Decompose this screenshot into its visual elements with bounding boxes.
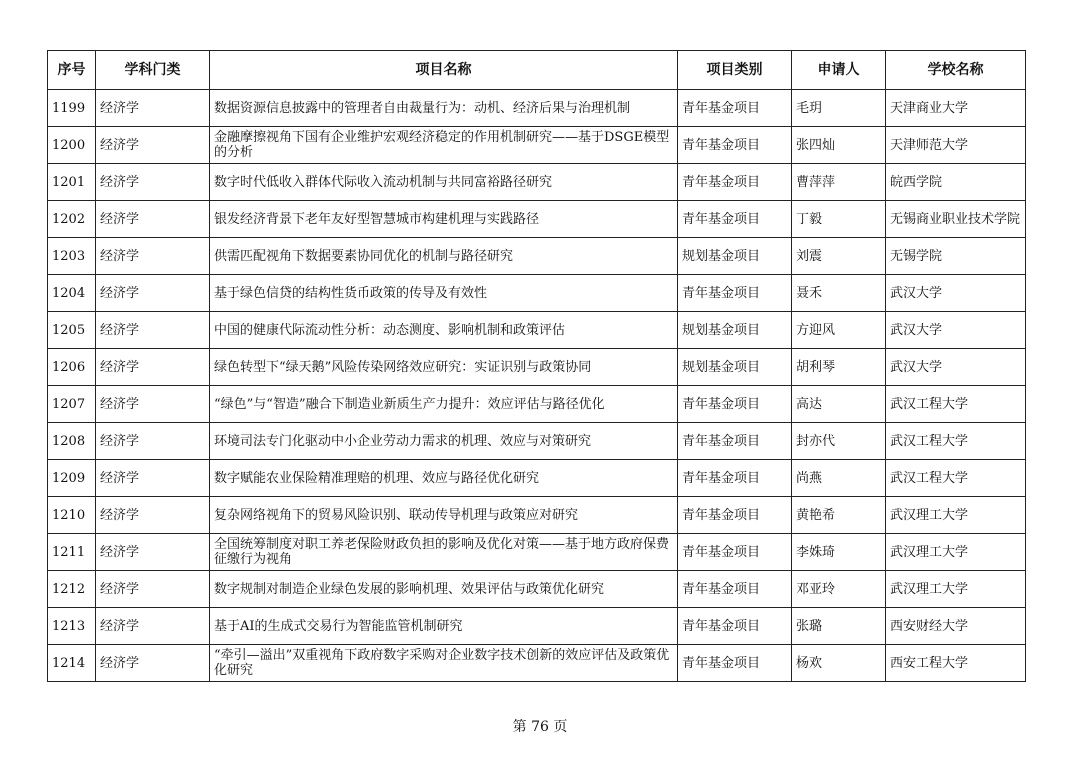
cell-discipline: 经济学 [96, 164, 210, 201]
cell-index: 1204 [48, 275, 96, 312]
cell-project-category: 青年基金项目 [678, 460, 792, 497]
cell-school: 皖西学院 [886, 164, 1026, 201]
cell-index: 1205 [48, 312, 96, 349]
header-row [48, 51, 1026, 90]
cell-project-category: 青年基金项目 [678, 201, 792, 238]
cell-school: 武汉大学 [886, 349, 1026, 386]
cell-project-name: “牵引—溢出”双重视角下政府数字采购对企业数字技术创新的效应评估及政策优化研究 [210, 645, 678, 682]
cell-project-category: 青年基金项目 [678, 90, 792, 127]
project-table [47, 50, 1026, 682]
cell-applicant: 高达 [792, 386, 886, 423]
cell-index: 1203 [48, 238, 96, 275]
cell-project-name: 基于绿色信贷的结构性货币政策的传导及有效性 [210, 275, 678, 312]
cell-discipline: 经济学 [96, 423, 210, 460]
cell-discipline: 经济学 [96, 497, 210, 534]
cell-applicant: 封亦代 [792, 423, 886, 460]
table-row [48, 460, 1026, 497]
cell-project-name: 数字赋能农业保险精准理赔的机理、效应与路径优化研究 [210, 460, 678, 497]
cell-project-category: 规划基金项目 [678, 238, 792, 275]
cell-index: 1209 [48, 460, 96, 497]
table-row [48, 386, 1026, 423]
cell-index: 1206 [48, 349, 96, 386]
cell-school: 天津师范大学 [886, 127, 1026, 164]
cell-index: 1208 [48, 423, 96, 460]
cell-applicant: 黄艳希 [792, 497, 886, 534]
cell-project-name: 数字时代低收入群体代际收入流动机制与共同富裕路径研究 [210, 164, 678, 201]
cell-index: 1202 [48, 201, 96, 238]
cell-project-category: 青年基金项目 [678, 423, 792, 460]
cell-discipline: 经济学 [96, 201, 210, 238]
cell-project-name: 数据资源信息披露中的管理者自由裁量行为：动机、经济后果与治理机制 [210, 90, 678, 127]
cell-school: 无锡学院 [886, 238, 1026, 275]
cell-discipline: 经济学 [96, 571, 210, 608]
cell-applicant: 李姝琦 [792, 534, 886, 571]
table-row [48, 645, 1026, 682]
cell-school: 武汉工程大学 [886, 423, 1026, 460]
page-number: 第 76 页 [512, 719, 568, 735]
table-row [48, 312, 1026, 349]
cell-index: 1201 [48, 164, 96, 201]
table-row [48, 164, 1026, 201]
cell-school: 西安工程大学 [886, 645, 1026, 682]
header-cell-project-name: 项目名称 [210, 51, 678, 90]
table-row [48, 275, 1026, 312]
cell-discipline: 经济学 [96, 608, 210, 645]
cell-discipline: 经济学 [96, 275, 210, 312]
cell-project-category: 规划基金项目 [678, 312, 792, 349]
cell-index: 1207 [48, 386, 96, 423]
cell-index: 1214 [48, 645, 96, 682]
cell-applicant: 邓亚玲 [792, 571, 886, 608]
header-cell-school: 学校名称 [886, 51, 1026, 90]
cell-project-category: 青年基金项目 [678, 127, 792, 164]
cell-project-category: 青年基金项目 [678, 164, 792, 201]
cell-applicant: 杨欢 [792, 645, 886, 682]
cell-school: 武汉理工大学 [886, 571, 1026, 608]
cell-applicant: 方迎风 [792, 312, 886, 349]
cell-project-name: 基于AI的生成式交易行为智能监管机制研究 [210, 608, 678, 645]
cell-project-category: 规划基金项目 [678, 349, 792, 386]
cell-index: 1213 [48, 608, 96, 645]
cell-discipline: 经济学 [96, 127, 210, 164]
table-row [48, 127, 1026, 164]
cell-project-name: 供需匹配视角下数据要素协同优化的机制与路径研究 [210, 238, 678, 275]
header-cell-discipline: 学科门类 [96, 51, 210, 90]
table-row [48, 497, 1026, 534]
cell-applicant: 张四灿 [792, 127, 886, 164]
cell-project-category: 青年基金项目 [678, 571, 792, 608]
table-body [48, 90, 1026, 682]
cell-discipline: 经济学 [96, 349, 210, 386]
cell-project-name: 中国的健康代际流动性分析：动态测度、影响机制和政策评估 [210, 312, 678, 349]
cell-project-name: 银发经济背景下老年友好型智慧城市构建机理与实践路径 [210, 201, 678, 238]
table-row [48, 423, 1026, 460]
table-row [48, 608, 1026, 645]
cell-project-category: 青年基金项目 [678, 534, 792, 571]
cell-index: 1210 [48, 497, 96, 534]
cell-index: 1211 [48, 534, 96, 571]
cell-school: 天津商业大学 [886, 90, 1026, 127]
cell-school: 西安财经大学 [886, 608, 1026, 645]
cell-discipline: 经济学 [96, 90, 210, 127]
cell-school: 武汉大学 [886, 312, 1026, 349]
cell-project-name: 复杂网络视角下的贸易风险识别、联动传导机理与政策应对研究 [210, 497, 678, 534]
cell-school: 武汉理工大学 [886, 534, 1026, 571]
cell-applicant: 聂禾 [792, 275, 886, 312]
cell-discipline: 经济学 [96, 460, 210, 497]
cell-school: 武汉工程大学 [886, 386, 1026, 423]
cell-project-name: 数字规制对制造企业绿色发展的影响机理、效果评估与政策优化研究 [210, 571, 678, 608]
cell-discipline: 经济学 [96, 645, 210, 682]
header-cell-applicant: 申请人 [792, 51, 886, 90]
cell-school: 武汉大学 [886, 275, 1026, 312]
table-row [48, 534, 1026, 571]
cell-discipline: 经济学 [96, 386, 210, 423]
cell-applicant: 曹萍萍 [792, 164, 886, 201]
cell-project-category: 青年基金项目 [678, 645, 792, 682]
cell-project-category: 青年基金项目 [678, 608, 792, 645]
table-row [48, 571, 1026, 608]
table-row [48, 238, 1026, 275]
table-header [48, 51, 1026, 90]
cell-index: 1199 [48, 90, 96, 127]
cell-project-category: 青年基金项目 [678, 275, 792, 312]
cell-project-name: “绿色”与“智造”融合下制造业新质生产力提升：效应评估与路径优化 [210, 386, 678, 423]
cell-project-name: 环境司法专门化驱动中小企业劳动力需求的机理、效应与对策研究 [210, 423, 678, 460]
table-row [48, 349, 1026, 386]
cell-discipline: 经济学 [96, 238, 210, 275]
cell-applicant: 丁毅 [792, 201, 886, 238]
cell-discipline: 经济学 [96, 534, 210, 571]
cell-index: 1200 [48, 127, 96, 164]
cell-index: 1212 [48, 571, 96, 608]
cell-applicant: 尚燕 [792, 460, 886, 497]
header-cell-project-category: 项目类别 [678, 51, 792, 90]
cell-applicant: 张璐 [792, 608, 886, 645]
table-row [48, 201, 1026, 238]
cell-applicant: 胡利琴 [792, 349, 886, 386]
cell-project-name: 金融摩擦视角下国有企业维护宏观经济稳定的作用机制研究——基于DSGE模型的分析 [210, 127, 678, 164]
header-cell-index: 序号 [48, 51, 96, 90]
cell-school: 无锡商业职业技术学院 [886, 201, 1026, 238]
cell-project-category: 青年基金项目 [678, 386, 792, 423]
cell-school: 武汉工程大学 [886, 460, 1026, 497]
cell-applicant: 毛玥 [792, 90, 886, 127]
cell-project-category: 青年基金项目 [678, 497, 792, 534]
table-row [48, 90, 1026, 127]
cell-discipline: 经济学 [96, 312, 210, 349]
cell-project-name: 绿色转型下“绿天鹅”风险传染网络效应研究：实证识别与政策协同 [210, 349, 678, 386]
cell-project-name: 全国统筹制度对职工养老保险财政负担的影响及优化对策——基于地方政府保费征缴行为视角 [210, 534, 678, 571]
cell-applicant: 刘震 [792, 238, 886, 275]
cell-school: 武汉理工大学 [886, 497, 1026, 534]
